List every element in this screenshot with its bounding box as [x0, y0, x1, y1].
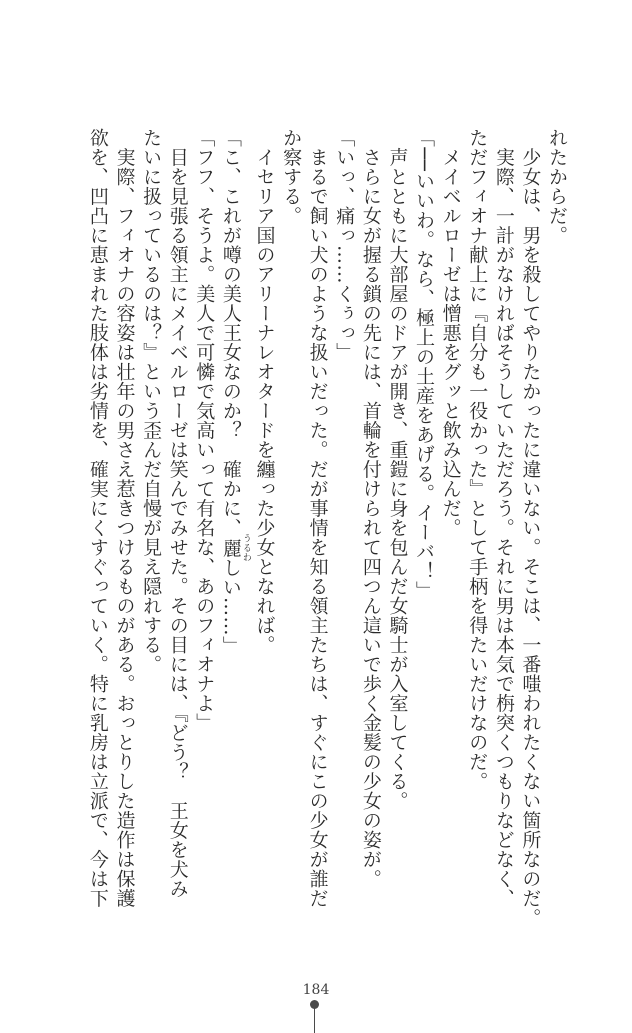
text-line: 「いっ、痛っ……くぅっ」 [333, 128, 356, 362]
text-line: 「──いいわ。なら、極上の土産をあげる。イーバ！」 [413, 128, 436, 601]
text-line: れたからだ。 [546, 128, 568, 245]
text-line: 少女は、男を殺してやりたかったに違いない。そこは、一番嗤われたくない箇所なのだ。 [519, 128, 542, 928]
text-line: 「こ、これが噂の美人王女なのか？ 確かに、麗 うるわしい……」 [219, 128, 251, 656]
text-line: メイベルローゼは憎悪をグッと飲み込んだ。 [439, 128, 462, 538]
page-number: 184 [302, 982, 330, 998]
text-line: 実際、一計がなければそうしていただろう。それに男は本気で栴突くつもりなどなく、 [492, 128, 515, 908]
text-line: ただフィオナ献上に『自分も一役かった』として手柄を得たいだけなのだ。 [466, 128, 489, 791]
text-line: たいに扱っているのは？』という歪んだ自慢が見え隠れする。 [140, 128, 163, 674]
text-line: さらに女が握る鎖の先には、首輪を付けられて四つん這いで歩く金髪の少女の姿が。 [359, 128, 382, 889]
text-line: 欲を、凹凸に恵まれた肢体は劣情を、確実にくすぐっていく。特に乳房は立派で、今は下 [86, 128, 109, 908]
folio-stem-ornament [314, 1008, 315, 1033]
text-line: 実際、フィオナの容姿は壮年の男さえ惹きつけるものがある。おっとりした造作は保護 [113, 128, 136, 908]
text-line: まるで飼い犬のような扱いだった。だが事情を知る領主たちは、すぐにこの少女が誰だ [306, 128, 329, 908]
text-line: 目を見張る領主にメイベルローゼは笑んでみせた。その目には、『どう？ 王女を犬み [166, 128, 189, 899]
text-line: か察する。 [280, 128, 303, 226]
text-line: 「フフ、そうよ。美人で可憐で気高いって有名な、あのフィオナよ」 [193, 128, 216, 733]
text-line: 声とともに大部屋のドアが開き、重鎧に身を包んだ女騎士が入室してくる。 [386, 128, 409, 811]
body-text [70, 128, 570, 928]
ruby-annotation: 麗 うるわ [219, 533, 251, 562]
text-line: イセリア国のアリーナレオタードを纏った少女となれば。 [253, 128, 276, 655]
